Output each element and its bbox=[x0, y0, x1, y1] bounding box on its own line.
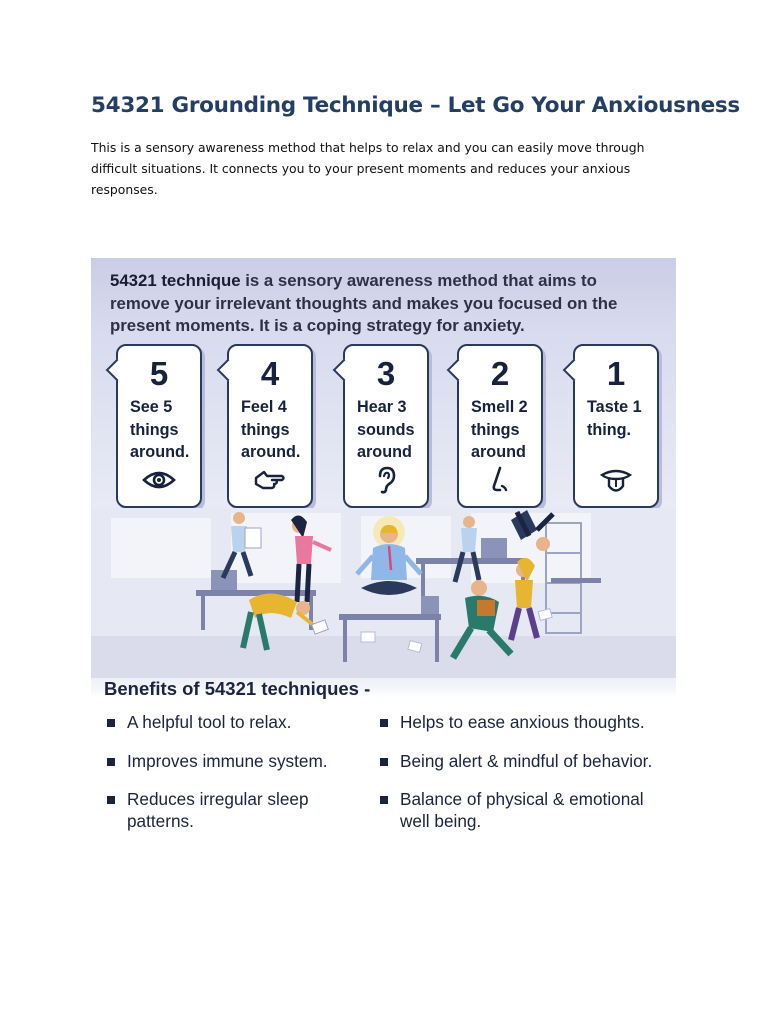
step-card-feel bbox=[227, 344, 313, 508]
step-number: 4 bbox=[260, 355, 280, 392]
hand-icon bbox=[252, 466, 288, 494]
intro-paragraph: This is a sensory awareness method that helps to relax and you can easily move through difficult situations. It connects you to your present moments and reduces your anxious responses. bbox=[91, 140, 645, 197]
benefit-item bbox=[379, 788, 644, 832]
step-number: 3 bbox=[376, 355, 396, 392]
step-line: See 5 bbox=[130, 398, 173, 416]
office-scene-illustration bbox=[91, 508, 676, 678]
step-number: 5 bbox=[149, 355, 169, 392]
infographic-headline bbox=[110, 270, 660, 338]
benefit-line: Balance of physical & emotional bbox=[400, 789, 644, 809]
benefits-title: Benefits of 54321 techniques - bbox=[104, 678, 371, 699]
step-line: Smell 2 bbox=[471, 398, 528, 416]
headline-rest: is a sensory awareness method that aims to remove your irrelevant thoughts and makes you focused on the present moments. It is a coping strategy for anxiety. bbox=[110, 271, 618, 335]
document-title: 54321 Grounding Technique – Let Go Your Anxiousness bbox=[91, 93, 740, 118]
grounding-infographic bbox=[91, 258, 676, 833]
benefit-line: well being. bbox=[400, 811, 482, 831]
benefit-item bbox=[379, 711, 645, 733]
step-text bbox=[471, 396, 537, 464]
benefit-item bbox=[106, 750, 328, 772]
step-card-taste bbox=[573, 344, 659, 508]
step-text bbox=[241, 396, 307, 464]
step-line: things bbox=[130, 420, 179, 439]
step-text bbox=[130, 396, 196, 464]
step-line: thing. bbox=[587, 420, 632, 439]
ear-icon bbox=[368, 466, 404, 494]
step-line: around bbox=[471, 443, 526, 461]
step-card-smell bbox=[457, 344, 543, 508]
step-text bbox=[357, 396, 423, 464]
step-number: 2 bbox=[490, 355, 510, 392]
nose-icon bbox=[482, 466, 518, 494]
step-line: things bbox=[471, 420, 520, 439]
benefit-item bbox=[379, 750, 652, 772]
step-line: around bbox=[357, 443, 412, 461]
step-line: around. bbox=[241, 443, 301, 461]
benefit-line: A helpful tool to relax. bbox=[127, 712, 292, 732]
step-card-see bbox=[116, 344, 202, 508]
benefit-line: Improves immune system. bbox=[127, 751, 328, 771]
step-line: around. bbox=[130, 443, 190, 461]
benefit-line: Reduces irregular sleep bbox=[127, 789, 309, 809]
benefit-line: Being alert & mindful of behavior. bbox=[400, 751, 653, 771]
benefit-line: patterns. bbox=[127, 811, 194, 831]
step-line: sounds bbox=[357, 420, 415, 439]
step-line: Feel 4 bbox=[241, 398, 287, 416]
step-text bbox=[587, 396, 653, 441]
eye-icon bbox=[141, 466, 177, 494]
step-cards bbox=[91, 344, 676, 514]
step-card-hear bbox=[343, 344, 429, 508]
tongue-icon bbox=[598, 466, 634, 494]
step-line: things bbox=[241, 420, 290, 439]
step-line: Taste 1 bbox=[587, 398, 642, 416]
step-number: 1 bbox=[606, 355, 626, 392]
step-line: Hear 3 bbox=[357, 398, 407, 416]
benefit-item bbox=[106, 711, 291, 733]
benefit-line: Helps to ease anxious thoughts. bbox=[400, 712, 645, 732]
benefit-item bbox=[106, 788, 309, 832]
headline-lead: 54321 technique bbox=[110, 271, 241, 290]
